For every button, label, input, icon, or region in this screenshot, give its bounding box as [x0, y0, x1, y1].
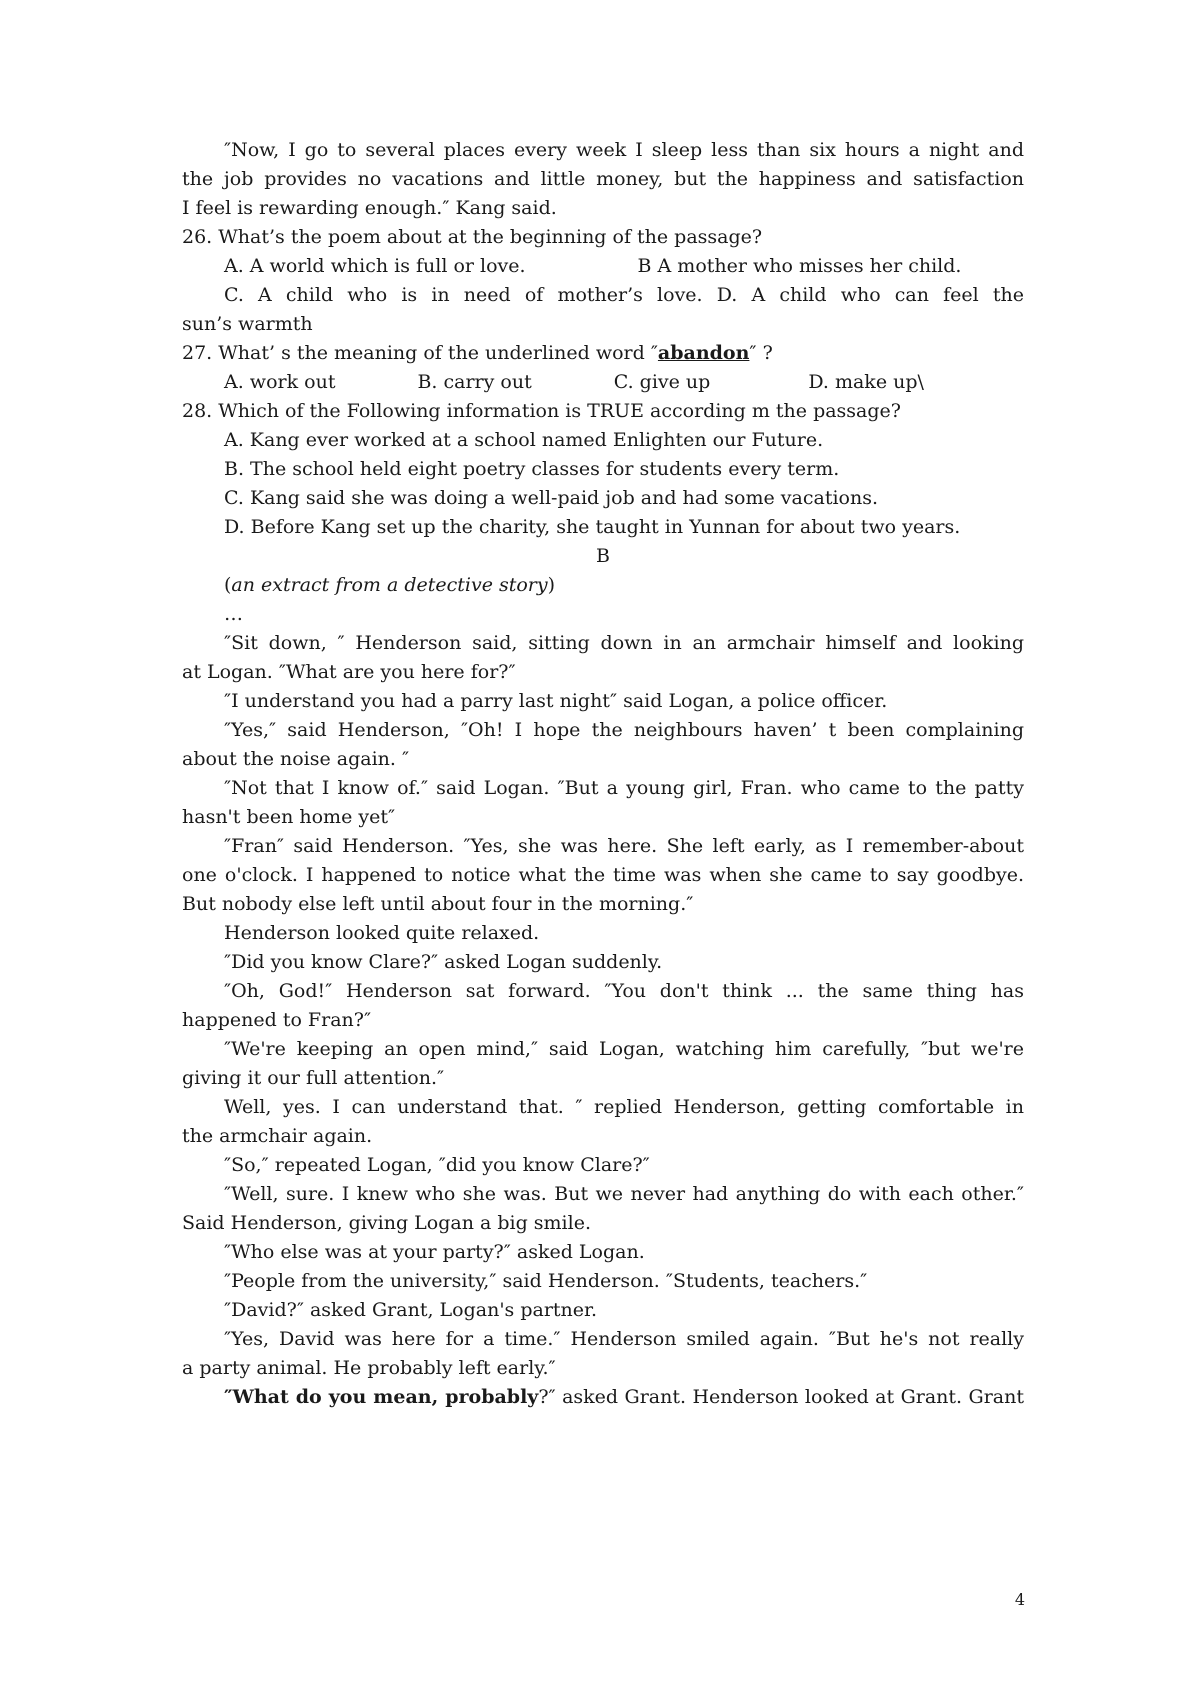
text-line: ″Sit down, ″ Henderson said, sitting down in an armchair himself and looking	[224, 632, 1024, 654]
option-28c: C. Kang said she was doing a well-paid job and had some vacations.	[224, 487, 879, 509]
line-remainder: ?″ asked Grant. Henderson looked at Grant. Grant	[538, 1386, 1024, 1408]
passage-subtitle	[224, 570, 1024, 601]
question-27-text: 27. What’ s the meaning of the underlined word	[182, 342, 651, 364]
text-line: the armchair again.	[182, 1125, 373, 1147]
text-line: the job provides no vacations and little money, but the happiness and satisfaction	[182, 168, 1024, 190]
option-28b: B. The school held eight poetry classes for students every term.	[224, 458, 840, 480]
option-27a: A. work out	[224, 371, 336, 393]
text-line: ″Now, I go to several places every week I sleep less than six hours a night and	[224, 139, 1024, 161]
text-line: ″Who else was at your party?″ asked Logan.	[224, 1241, 645, 1263]
text-line: giving it our full attention.″	[182, 1067, 445, 1089]
text-line: happened to Fran?″	[182, 1009, 372, 1031]
option-26a: A. A world which is full or love.	[224, 255, 526, 277]
bold-phrase: ″What do you mean, probably	[224, 1386, 539, 1408]
text-line: I feel is rewarding enough.″ Kang said.	[182, 197, 557, 219]
text-line: But nobody else left until about four in the morning.″	[182, 893, 694, 915]
question-27-options	[224, 367, 1024, 398]
option-26b: B A mother who misses her child.	[637, 255, 962, 277]
question-27-tail: ?	[756, 342, 773, 364]
text-line: hasn't been home yet″	[182, 806, 396, 828]
quote-mark: ″	[650, 342, 658, 364]
text-line: ″People from the university,″ said Henderson. ″Students, teachers.″	[224, 1270, 868, 1292]
paren: )	[547, 574, 556, 596]
text-line: Well, yes. I can understand that. ″ replied Henderson, getting comfortable in	[224, 1096, 1024, 1118]
text-line: ″Well, sure. I knew who she was. But we never had anything do with each other.″	[224, 1183, 1024, 1205]
option-27b: B. carry out	[417, 371, 532, 393]
ellipsis: …	[224, 603, 243, 625]
text-line: Henderson looked quite relaxed.	[224, 922, 540, 944]
underlined-word: abandon	[657, 342, 750, 364]
option-28a: A. Kang ever worked at a school named Enlighten our Future.	[224, 429, 824, 451]
question-26-options-ab	[224, 251, 1024, 282]
paren: (	[224, 574, 232, 596]
text-line	[224, 1382, 1024, 1413]
question-26: 26. What’s the poem about at the beginning of the passage?	[182, 226, 763, 248]
text-line: ″David?″ asked Grant, Logan's partner.	[224, 1299, 598, 1321]
text-line: ″Did you know Clare?″ asked Logan suddenly.	[224, 951, 663, 973]
section-heading: B	[596, 545, 610, 567]
question-28: 28. Which of the Following information is TRUE according m the passage?	[182, 400, 901, 422]
text-line: one o'clock. I happened to notice what the time was when she came to say goodbye.	[182, 864, 1024, 886]
text-line: ″We're keeping an open mind,″ said Logan, watching him carefully, ″but we're	[224, 1038, 1024, 1060]
text-line: Said Henderson, giving Logan a big smile.	[182, 1212, 591, 1234]
option-27c: C. give up	[613, 371, 711, 393]
page-number: 4	[1014, 1590, 1025, 1609]
text-line: sun’s warmth	[182, 313, 313, 335]
question-27	[182, 338, 1024, 369]
text-line: ″Yes,″ said Henderson, ″Oh! I hope the neighbours haven’ t been complaining	[224, 719, 1024, 741]
question-26-options-cd: C. A child who is in need of mother’s love. D. A child who can feel the	[224, 284, 1024, 306]
text-line: ″Not that I know of.″ said Logan. ″But a young girl, Fran. who came to the patty	[224, 777, 1024, 799]
option-27d: D. make up\	[808, 371, 924, 393]
quote-mark: ″	[749, 342, 757, 364]
text-line: ″So,″ repeated Logan, ″did you know Clare?″	[224, 1154, 650, 1176]
text-line: at Logan. ″What are you here for?″	[182, 661, 516, 683]
text-line: ″Oh, God!″ Henderson sat forward. ″You don't think ... the same thing has	[224, 980, 1024, 1002]
text-line: ″I understand you had a parry last night″ said Logan, a police officer.	[224, 690, 888, 712]
text-line: ″Yes, David was here for a time.″ Henderson smiled again. ″But he's not really	[224, 1328, 1024, 1350]
option-28d: D. Before Kang set up the charity, she taught in Yunnan for about two years.	[224, 516, 961, 538]
text-line: about the noise again. ″	[182, 748, 410, 770]
text-line: a party animal. He probably left early.″	[182, 1357, 556, 1379]
text-line: ″Fran″ said Henderson. ″Yes, she was here. She left early, as I remember-about	[224, 835, 1024, 857]
subtitle-text: an extract from a detective story	[231, 574, 548, 596]
